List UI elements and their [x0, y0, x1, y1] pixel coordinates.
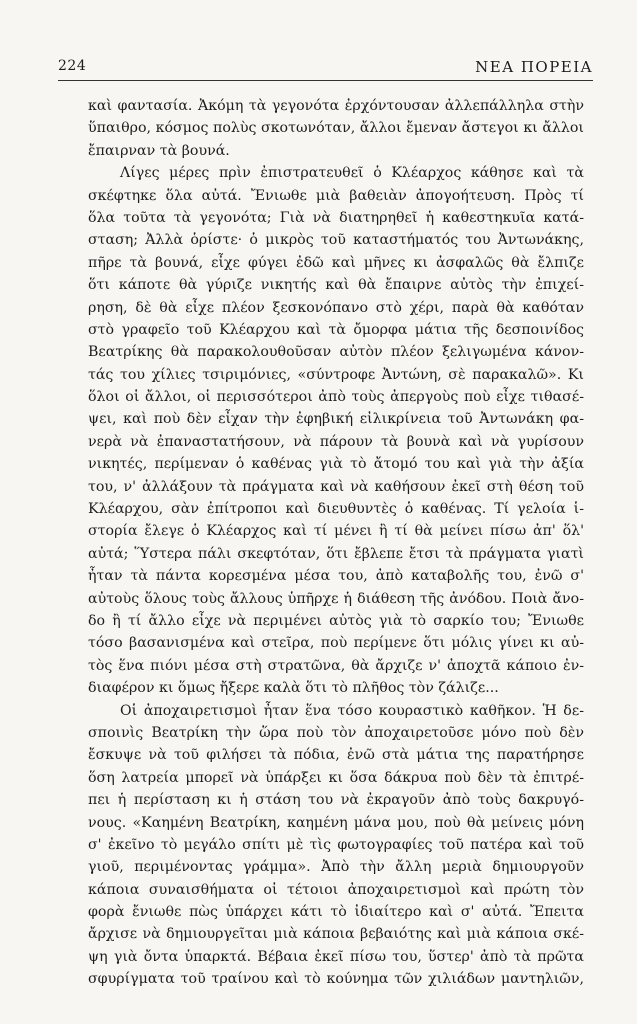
text-line: ἔσκυψε νὰ τοῦ φιλήσει τὰ πόδια, ἐνῶ στὰ μάτια της παρατήρησε	[88, 747, 584, 764]
text-line: πῆρε τὰ βουνά, εἶχε φύγει ἐδῶ καὶ μῆνες κι ἀσφαλῶς θὰ ἔλπιζε	[88, 254, 584, 271]
text-line: ψει, καὶ ποὺ δὲν εἶχαν τὴν ἐφηβική εἰλικρίνεια τοῦ Ἀντωνάκη φα-	[88, 411, 584, 428]
paragraph	[88, 700, 584, 991]
text-line: σκέφτηκε ὅλα αὐτά. Ἔνιωθε μιὰ βαθειὰν ἀπογοήτευση. Πρὸς τί	[88, 187, 584, 204]
text-line: κάποια συναισθήματα οἱ τέτοιοι ἀποχαιρετισμοὶ καὶ πρώτη τὸν	[88, 881, 584, 898]
text-line: σ' ἐκεῖνο τὸ μεγάλο σπίτι μὲ τὶς φωτογραφίες τοῦ πατέρα καὶ τοῦ	[88, 836, 584, 853]
text-line: Οἱ ἀποχαιρετισμοὶ ἦταν ἕνα τόσο κουραστικὸ καθῆκον. Ἡ δε-	[120, 702, 584, 719]
text-line: ὅλα τοῦτα τὰ γεγονότα; Γιὰ νὰ διατηρηθεῖ ἡ καθεστηκυῖα κατά-	[88, 209, 584, 226]
page-number: 224	[58, 58, 87, 74]
text-line: στορία ἔλεγε ὁ Κλέαρχος καὶ τί μένει ἢ τί θὰ μείνει πίσω ἀπ' ὅλ'	[88, 523, 584, 540]
text-line: τὸς ἕνα πιόνι μέσα στὴ στρατῶνα, θὰ ἄρχιζε ν' ἀποχτᾶ κάποιο ἐν-	[88, 657, 584, 674]
text-line: σποινὶς Βεατρίκη τὴν ὥρα ποὺ τὸν ἀποχαιρετοῦσε μόνο ποὺ δὲν	[88, 724, 584, 741]
text-line: στὸ γραφεῖο τοῦ Κλέαρχου καὶ τὰ ὄμορφα μάτια τῆς δεσποινίδος	[88, 321, 584, 338]
running-title: ΝΕΑ ΠΟΡΕΙΑ	[475, 58, 593, 76]
text-line: σταση; Ἀλλὰ ὁρίστε· ὁ μικρὸς τοῦ καταστήματός του Ἀντωνάκης,	[88, 232, 584, 249]
text-line: καὶ φαντασία. Ἀκόμη τὰ γεγονότα ἐρχόντουσαν ἀλλεπάλληλα στὴν	[88, 98, 584, 114]
paragraph	[88, 95, 584, 162]
text-line: τάς του χίλιες τσιριμόνιες, «σύντροφε Ἀντώνη, σὲ παρακαλῶ». Κι	[88, 366, 584, 383]
text-line: φορὰ ἔνιωθε πὼς ὑπάρχει κάτι τὸ ἰδιαίτερο καὶ σ' αὐτά. Ἔπειτα	[88, 904, 584, 921]
text-line: ὕπαιθρο, κόσμος πολὺς σκοτωνόταν, ἄλλοι ἔμεναν ἄστεγοι κι ἄλλοι	[88, 120, 584, 137]
text-line: σφυρίγματα τοῦ τραίνου καὶ τὸ κούνημα τῶν χιλιάδων μαντηλιῶν,	[88, 971, 584, 988]
text-line: νους. «Καημένη Βεατρίκη, καημένη μάνα μου, ποὺ θὰ μείνεις μόνη	[88, 814, 584, 831]
text-line: ὅλοι οἱ ἄλλοι, οἱ περισσότεροι ἀπὸ τοὺς ἀπεργοὺς ποὺ εἶχε τιθασέ-	[88, 389, 584, 406]
text-line: δο ἢ τί ἄλλο εἶχε νὰ περιμένει αὐτὸς γιὰ τὸ σαρκίο του; Ἔνιωθε	[88, 612, 584, 629]
text-line: διαφέρον κι ὅμως ἤξερε καλὰ ὅτι τὸ πλῆθος τὸν ζάλιζε...	[88, 680, 499, 697]
text-line: ψη γιὰ ὄντα ὑπαρκτά. Βέβαια ἐκεῖ πίσω του, ὕστερ' ἀπὸ τὰ πρῶτα	[88, 948, 584, 965]
text-line: αὐτοὺς ὅλους τοὺς ἄλλους ὑπῆρχε ἡ διάθεση τῆς ἀνόδου. Ποιὰ ἄνο-	[88, 590, 584, 607]
text-line: νικητές, περίμεναν ὁ καθένας γιὰ τὸ ἄτομό του καὶ γιὰ τὴν ἀξία	[88, 456, 584, 473]
text-line: ὅση λατρεία μπορεῖ νὰ ὑπάρξει κι ὅσα δάκρυα ποὺ δὲν τὰ ἐπιτρέ-	[88, 769, 584, 786]
text-line: ἔπαιρναν τὰ βουνά.	[88, 142, 230, 159]
text-line: ὅτι κάποτε θὰ γύριζε νικητής καὶ θὰ ἔπαιρνε αὐτὸς τὴν ἐπιχεί-	[88, 277, 584, 294]
text-line: τόσο βασανισμένα καὶ στεῖρα, ποὺ περίμενε ὅτι μόλις γίνει κι αὐ-	[88, 635, 584, 652]
text-line: Βεατρίκης θὰ παρακολουθοῦσαν αὐτὸν πλέον ξελιγωμένα κάνον-	[88, 344, 584, 361]
paragraph	[88, 162, 584, 699]
text-line: γιοῦ, περιμένοντας γράμμα». Ἀπὸ τὴν ἄλλη μεριὰ δημιουργοῦν	[88, 859, 584, 876]
page-header	[58, 58, 593, 82]
text-line: ἦταν τὰ πάντα κορεσμένα μέσα του, ἀπὸ καταβολῆς του, ἐνῶ σ'	[88, 568, 584, 585]
text-line: του, ν' ἀλλάξουν τὰ πράγματα καὶ νὰ καθήσουν ἐκεῖ στὴ θέση τοῦ	[88, 478, 584, 495]
text-line: ἄρχισε νὰ δημιουργεῖται μιὰ κάποια βεβαιότης καὶ μιὰ κάποια σκέ-	[88, 926, 584, 943]
text-line: αὐτά; Ὕστερα πάλι σκεφτόταν, ὅτι ἔβλεπε ἔτσι τὰ πράγματα γιατὶ	[88, 545, 584, 562]
text-line: νερὰ νὰ ἐπαναστατήσουν, νὰ πάρουν τὰ βουνὰ καὶ νὰ γυρίσουν	[88, 433, 584, 450]
text-line: Λίγες μέρες πρὶν ἐπιστρατευθεῖ ὁ Κλέαρχος κάθησε καὶ τὰ	[120, 165, 584, 182]
body-text	[88, 95, 584, 991]
text-line: πει ἡ περίσταση κι ἡ στάση του νὰ ἐκραγοῦν ἀπὸ τοὺς δακρυγό-	[88, 792, 584, 809]
text-line: Κλέαρχου, σὰν ἐπίτροποι καὶ διευθυντὲς ὁ καθένας. Τί γελοία ἱ-	[88, 501, 584, 518]
text-line: ρηση, δὲ θὰ εἶχε πλέον ξεσκονόπανο στὸ χέρι, παρὰ θὰ καθόταν	[88, 299, 584, 316]
header-rule	[58, 80, 593, 81]
